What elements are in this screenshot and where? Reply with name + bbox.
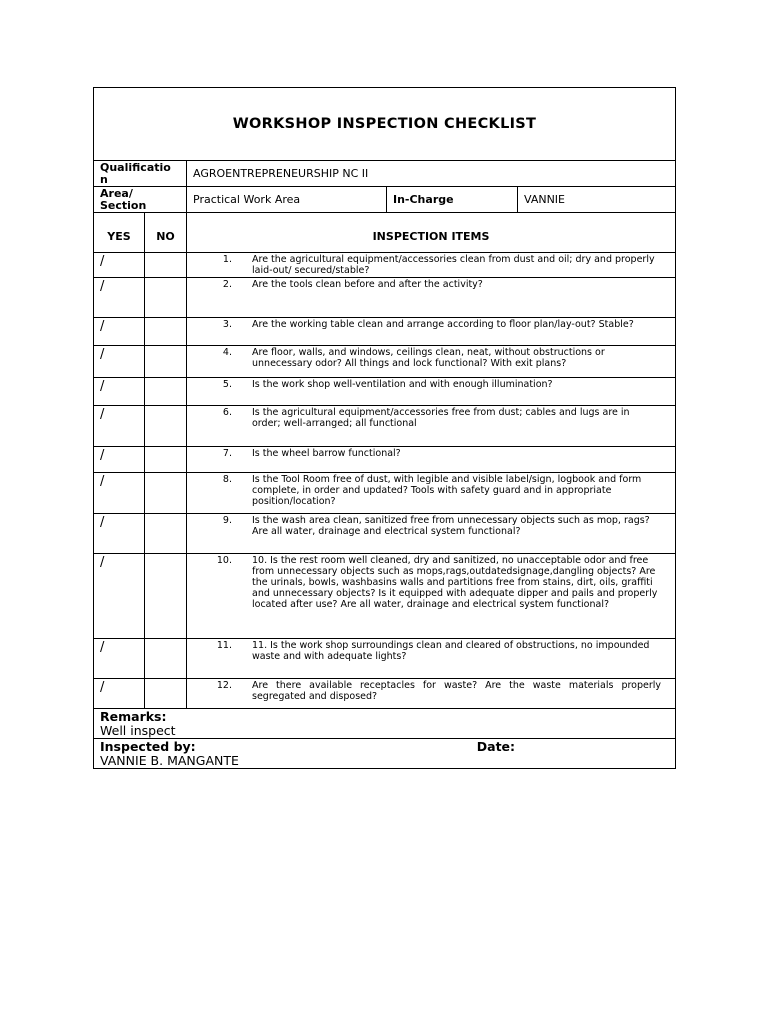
table-row — [94, 278, 676, 318]
no-mark — [145, 473, 187, 514]
yes-mark: / — [94, 346, 145, 378]
item-number: 5. — [222, 379, 232, 390]
remarks-label: Remarks: — [100, 709, 167, 724]
yes-mark: / — [94, 406, 145, 447]
yes-mark: / — [94, 679, 145, 709]
table-row — [94, 554, 676, 639]
table-row — [94, 679, 676, 709]
no-mark — [145, 346, 187, 378]
item-text: Is the wheel barrow functional? — [252, 448, 401, 459]
inspected-by-section — [94, 739, 676, 769]
yes-mark: / — [94, 554, 145, 639]
item-text: Is the Tool Room free of dust, with legible and visible label/sign, logbook and form complete, in order and updated? Tools with safety guard and in appropriate position/location? — [252, 474, 642, 507]
table-row — [94, 406, 676, 447]
in-charge-value: VANNIE — [518, 187, 676, 213]
item-number: 12. — [216, 680, 232, 691]
no-mark — [145, 253, 187, 278]
yes-mark: / — [94, 473, 145, 514]
table-row — [94, 473, 676, 514]
table-row — [94, 318, 676, 346]
no-mark — [145, 514, 187, 554]
remarks-value: Well inspect — [100, 723, 176, 738]
qualification-label: Qualificatio n — [94, 161, 187, 187]
area-section-label: Area/ Section — [94, 187, 187, 213]
inspection-checklist-form — [93, 87, 675, 769]
yes-mark: / — [94, 514, 145, 554]
no-mark — [145, 318, 187, 346]
yes-mark: / — [94, 378, 145, 406]
form-title: WORKSHOP INSPECTION CHECKLIST — [94, 88, 676, 161]
inspected-by-label: Inspected by: — [100, 739, 196, 754]
no-mark — [145, 639, 187, 679]
no-column-header: NO — [145, 213, 187, 253]
no-mark — [145, 554, 187, 639]
checklist-table — [93, 87, 676, 769]
yes-mark: / — [94, 253, 145, 278]
item-text: Are the working table clean and arrange according to floor plan/lay-out? Stable? — [252, 319, 634, 330]
item-number: 3. — [222, 319, 232, 330]
yes-column-header: YES — [94, 213, 145, 253]
in-charge-label: In-Charge — [387, 187, 518, 213]
no-mark — [145, 679, 187, 709]
no-mark — [145, 447, 187, 473]
item-text: Are floor, walls, and windows, ceilings clean, neat, without obstructions or unnecessary odor? All things and lock functional? With exit plans? — [252, 347, 605, 369]
table-row — [94, 346, 676, 378]
area-section-value: Practical Work Area — [187, 187, 387, 213]
item-text: Is the wash area clean, sanitized free from unnecessary objects such as mop, rags? Are all water, drainage and electrical system functional? — [252, 515, 650, 537]
inspection-items-header: INSPECTION ITEMS — [187, 213, 676, 253]
item-number: 7. — [222, 448, 232, 459]
item-number: 10. — [216, 555, 232, 566]
item-text: 11. Is the work shop surroundings clean and cleared of obstructions, no impounded waste and with adequate lights? — [252, 640, 650, 662]
inspector-name: VANNIE B. MANGANTE — [100, 753, 239, 768]
item-text: Are the tools clean before and after the activity? — [252, 279, 483, 290]
yes-mark: / — [94, 639, 145, 679]
item-text: Is the agricultural equipment/accessories free from dust; cables and lugs are in order; well-arranged; all functional — [252, 407, 630, 429]
table-row — [94, 378, 676, 406]
item-number: 8. — [222, 474, 232, 485]
item-number: 2. — [222, 279, 232, 290]
item-number: 11. — [216, 640, 232, 651]
item-number: 9. — [222, 515, 232, 526]
date-label: Date: — [476, 739, 516, 754]
table-row — [94, 514, 676, 554]
qualification-value: AGROENTREPRENEURSHIP NC II — [187, 161, 676, 187]
no-mark — [145, 378, 187, 406]
table-row — [94, 447, 676, 473]
no-mark — [145, 278, 187, 318]
item-number: 1. — [222, 254, 232, 265]
table-row — [94, 253, 676, 278]
yes-mark: / — [94, 318, 145, 346]
yes-mark: / — [94, 447, 145, 473]
item-text: 10. Is the rest room well cleaned, dry and sanitized, no unacceptable odor and free from unnecessary objects such as mops,rags,outdatedsignage,dangling objects? Are the urinals, bowls, washbasins walls and partitions free from stains, dirt, oils, graffiti and unnecessary objects? Is it equipped with adequate dipper and pails and properly located after use? Are all water, drainage and electrical system functional? — [252, 555, 658, 610]
yes-mark: / — [94, 278, 145, 318]
item-number: 4. — [222, 347, 232, 358]
no-mark — [145, 406, 187, 447]
table-row — [94, 639, 676, 679]
item-text: Are there available receptacles for waste? Are the waste materials properly segregated and disposed? — [252, 680, 662, 702]
remarks-section — [94, 709, 676, 739]
item-text: Is the work shop well-ventilation and with enough illumination? — [252, 379, 553, 390]
item-text: Are the agricultural equipment/accessories clean from dust and oil; dry and properly laid-out/ secured/stable? — [252, 254, 655, 276]
item-number: 6. — [222, 407, 232, 418]
